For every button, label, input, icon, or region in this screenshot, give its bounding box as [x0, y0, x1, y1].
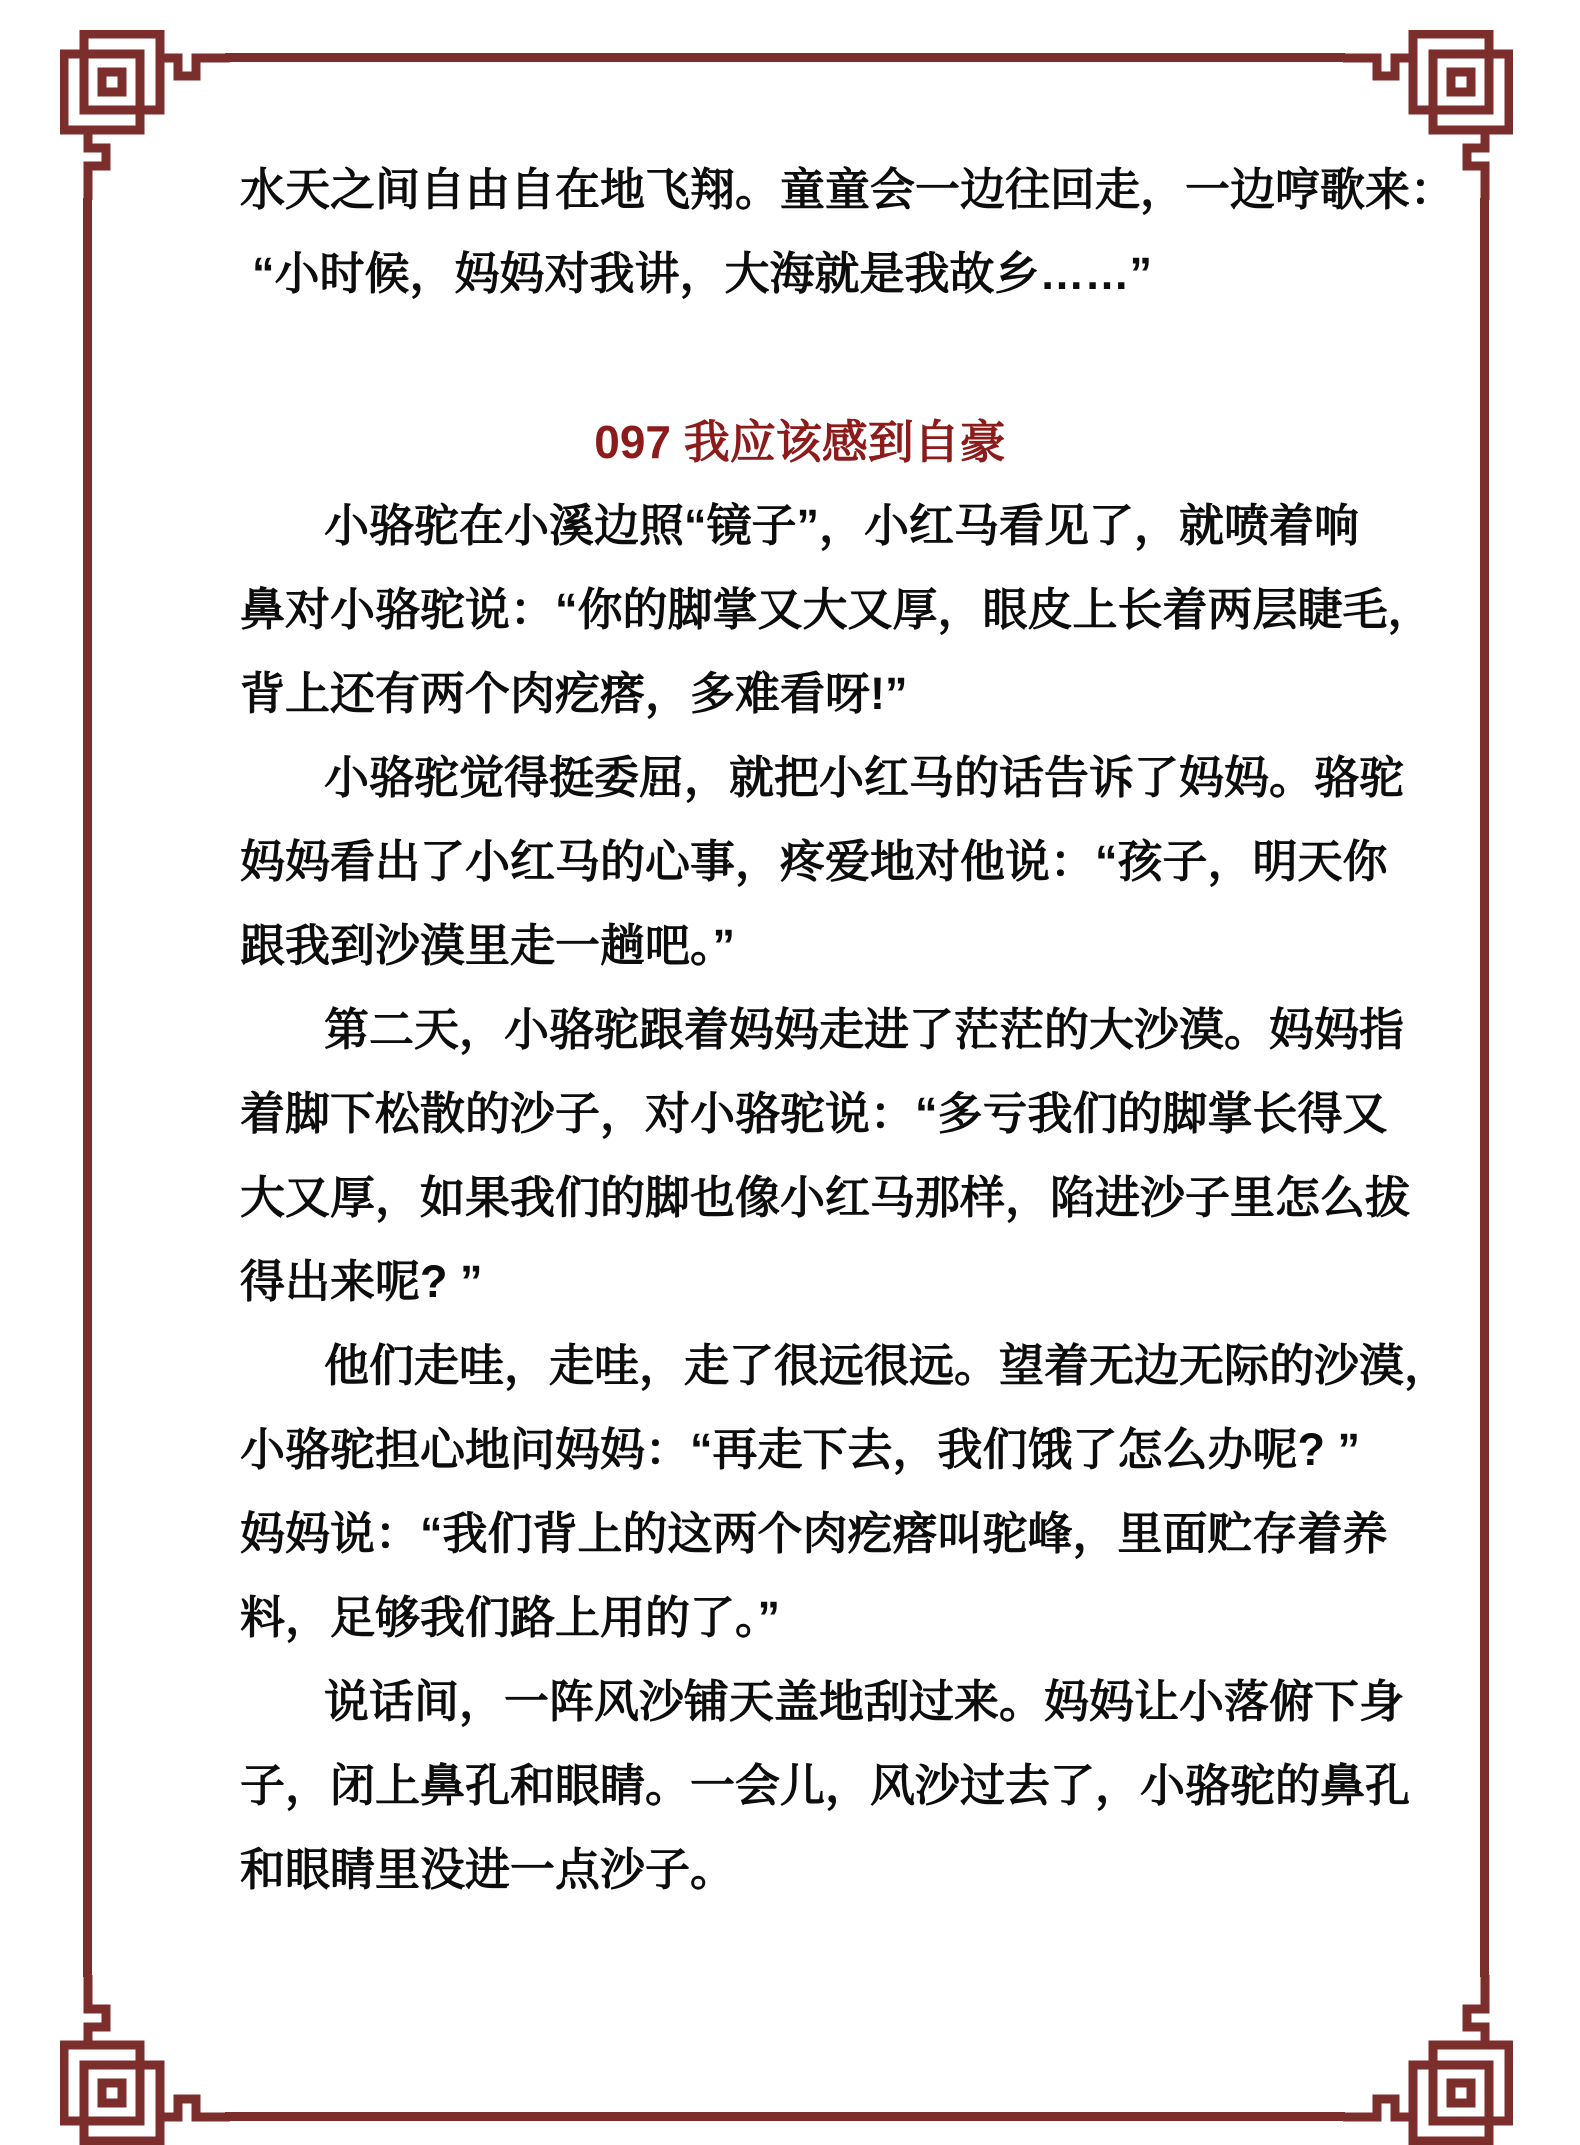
- text-line: 料，足够我们路上用的了。”: [240, 1592, 781, 1643]
- text-line: “小时候，妈妈对我讲，大海就是我故乡……”: [252, 248, 1153, 299]
- frame-border-bottom: [225, 2112, 1345, 2121]
- text-line: 水天之间自由自在地飞翔。童童会一边往回走，一边哼歌来：: [240, 164, 1456, 215]
- text-line: 他们走哇，走哇，走了很远很远。望着无边无际的沙漠，: [324, 1340, 1450, 1391]
- text-line: 鼻对小骆驼说：“你的脚掌又大又厚，眼皮上长着两层睫毛，: [240, 584, 1433, 635]
- text-line: 得出来呢? ”: [240, 1256, 483, 1307]
- corner-knot-icon-bottom-left: [60, 1975, 230, 2145]
- text-line: 小骆驼觉得挺委屈，就把小红马的话告诉了妈妈。骆驼: [324, 752, 1405, 803]
- frame-border-left: [83, 198, 92, 1977]
- text-line: 跟我到沙漠里走一趟吧。”: [240, 920, 736, 971]
- text-line: 子，闭上鼻孔和眼睛。一会儿，风沙过去了，小骆驼的鼻孔: [240, 1760, 1411, 1811]
- corner-knot-icon-bottom-right: [1343, 1975, 1513, 2145]
- text-line: 着脚下松散的沙子，对小骆驼说：“多亏我们的脚掌长得又: [240, 1088, 1388, 1139]
- story-text: [240, 148, 1456, 1912]
- text-line: 说话间，一阵风沙铺天盖地刮过来。妈妈让小落俯下身: [324, 1676, 1405, 1727]
- frame-border-right: [1480, 198, 1489, 1977]
- text-line: 和眼睛里没进一点沙子。: [240, 1844, 736, 1895]
- story-lines: [240, 484, 1450, 1912]
- text-line: 妈妈说：“我们背上的这两个肉疙瘩叫驼峰，里面贮存着养: [240, 1508, 1388, 1559]
- frame-border-top: [225, 53, 1345, 62]
- text-line: 第二天，小骆驼跟着妈妈走进了茫茫的大沙漠。妈妈指: [324, 1004, 1405, 1055]
- corner-knot-icon-top-left: [60, 30, 230, 200]
- page-title: 097 我应该感到自豪: [594, 416, 1006, 468]
- text-line: 小骆驼担心地问妈妈：“再走下去，我们饿了怎么办呢? ”: [240, 1424, 1360, 1475]
- text-line: 大又厚，如果我们的脚也像小红马那样，陷进沙子里怎么拔: [240, 1172, 1411, 1223]
- text-line: 背上还有两个肉疙瘩，多难看呀!”: [240, 668, 908, 719]
- preceding-story-lines: [240, 148, 1456, 316]
- text-line: 妈妈看出了小红马的心事，疼爱地对他说：“孩子，明天你: [240, 836, 1388, 887]
- text-line: 小骆驼在小溪边照“镜子”，小红马看见了，就喷着响: [324, 500, 1360, 551]
